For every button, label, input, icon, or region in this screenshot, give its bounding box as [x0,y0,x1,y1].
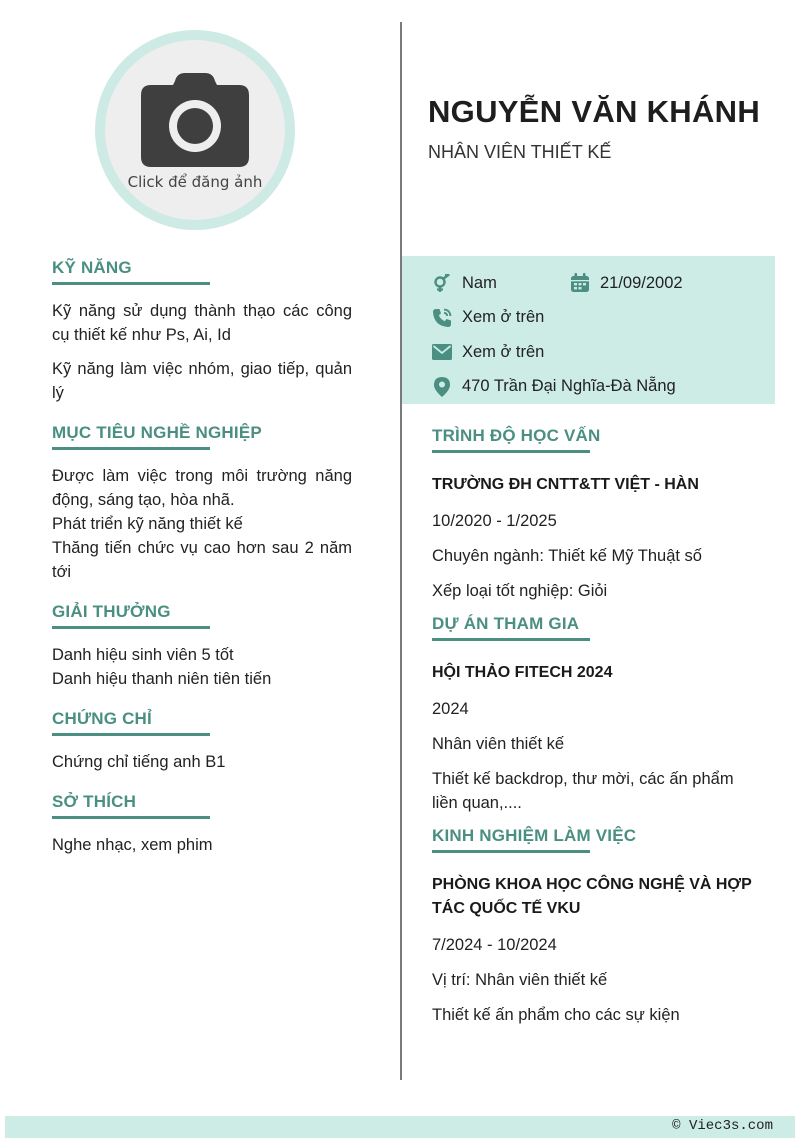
section-underline [52,626,210,629]
experience-description: Thiết kế ấn phẩm cho các sự kiện [432,1006,680,1024]
contact-row-email [432,335,775,370]
objective-title: MỤC TIÊU NGHỀ NGHIỆP [52,423,262,442]
certificates-section [52,709,352,774]
section-underline [432,638,590,641]
contact-panel [402,256,775,404]
school-name: TRƯỜNG ĐH CNTT&TT VIỆT - HÀN [432,476,699,493]
skill-item: Kỹ năng sử dụng thành thạo các công cụ thiết kế như Ps, Ai, Id [52,302,352,344]
email-icon [432,342,452,362]
right-column [432,426,762,1038]
gender-icon [432,273,452,293]
gender-value: Nam [462,273,497,292]
objective-section [52,423,352,584]
hobby-item: Nghe nhạc, xem phim [52,836,213,854]
award-item: Danh hiệu sinh viên 5 tốt [52,646,234,664]
contact-row-gender-birthday [432,266,775,301]
phone-icon [432,308,452,328]
company-name: PHÒNG KHOA HỌC CÔNG NGHỆ VÀ HỢP TÁC QUỐC TẾ VKU [432,876,752,917]
birthday-value: 21/09/2002 [600,273,683,292]
education-grade: Xếp loại tốt nghiệp: Giỏi [432,582,608,600]
location-pin-icon [432,377,452,397]
calendar-icon [570,273,590,293]
footer-watermark: © Viec3s.com [5,1116,795,1138]
column-divider [400,22,402,1080]
objective-item: Phát triển kỹ năng thiết kế [52,515,243,533]
objective-item: Được làm việc trong môi trường năng động, sáng tạo, hòa nhã. [52,467,352,509]
section-underline [52,733,210,736]
projects-title: DỰ ÁN THAM GIA [432,614,580,633]
skill-item: Kỹ năng làm việc nhóm, giao tiếp, quản lý [52,360,352,402]
section-underline [52,816,210,819]
certificates-title: CHỨNG CHỈ [52,709,152,728]
hobbies-title: SỞ THÍCH [52,792,137,811]
skills-section [52,258,352,405]
section-underline [52,282,210,285]
avatar-placeholder[interactable] [105,40,285,220]
education-major: Chuyên ngành: Thiết kế Mỹ Thuật số [432,547,702,565]
contact-row-phone [432,301,775,336]
education-title: TRÌNH ĐỘ HỌC VẤN [432,426,601,445]
experience-section [432,826,762,1027]
objective-item: Thăng tiến chức vụ cao hơn sau 2 năm tới [52,539,352,581]
experience-title: KINH NGHIỆM LÀM VIỆC [432,826,637,845]
awards-section [52,602,352,691]
experience-position: Vị trí: Nhân viên thiết kế [432,971,608,989]
address-value: 470 Trần Đại Nghĩa-Đà Nẵng [462,377,676,396]
project-year: 2024 [432,700,469,718]
phone-value: Xem ở trên [462,308,545,327]
avatar-caption: Click để đăng ảnh [127,173,263,191]
certificate-item: Chứng chỉ tiếng anh B1 [52,753,226,771]
camera-icon [141,73,249,167]
education-period: 10/2020 - 1/2025 [432,512,557,530]
job-title: NHÂN VIÊN THIẾT KẾ [428,142,612,162]
education-section [432,426,762,603]
section-underline [432,450,590,453]
project-role: Nhân viên thiết kế [432,735,565,753]
project-description: Thiết kế backdrop, thư mời, các ấn phẩm liền quan,.... [432,770,734,812]
project-name: HỘI THẢO FITECH 2024 [432,664,613,681]
left-column [52,258,352,875]
experience-period: 7/2024 - 10/2024 [432,936,557,954]
contact-row-address [432,370,775,405]
awards-title: GIẢI THƯỞNG [52,602,171,621]
award-item: Danh hiệu thanh niên tiên tiến [52,670,272,688]
avatar-upload[interactable] [95,30,295,230]
skills-title: KỸ NĂNG [52,258,132,277]
email-value: Xem ở trên [462,342,545,361]
full-name: NGUYỄN VĂN KHÁNH [428,94,761,129]
hobbies-section [52,792,352,857]
section-underline [432,850,590,853]
projects-section [432,614,762,815]
section-underline [52,447,210,450]
